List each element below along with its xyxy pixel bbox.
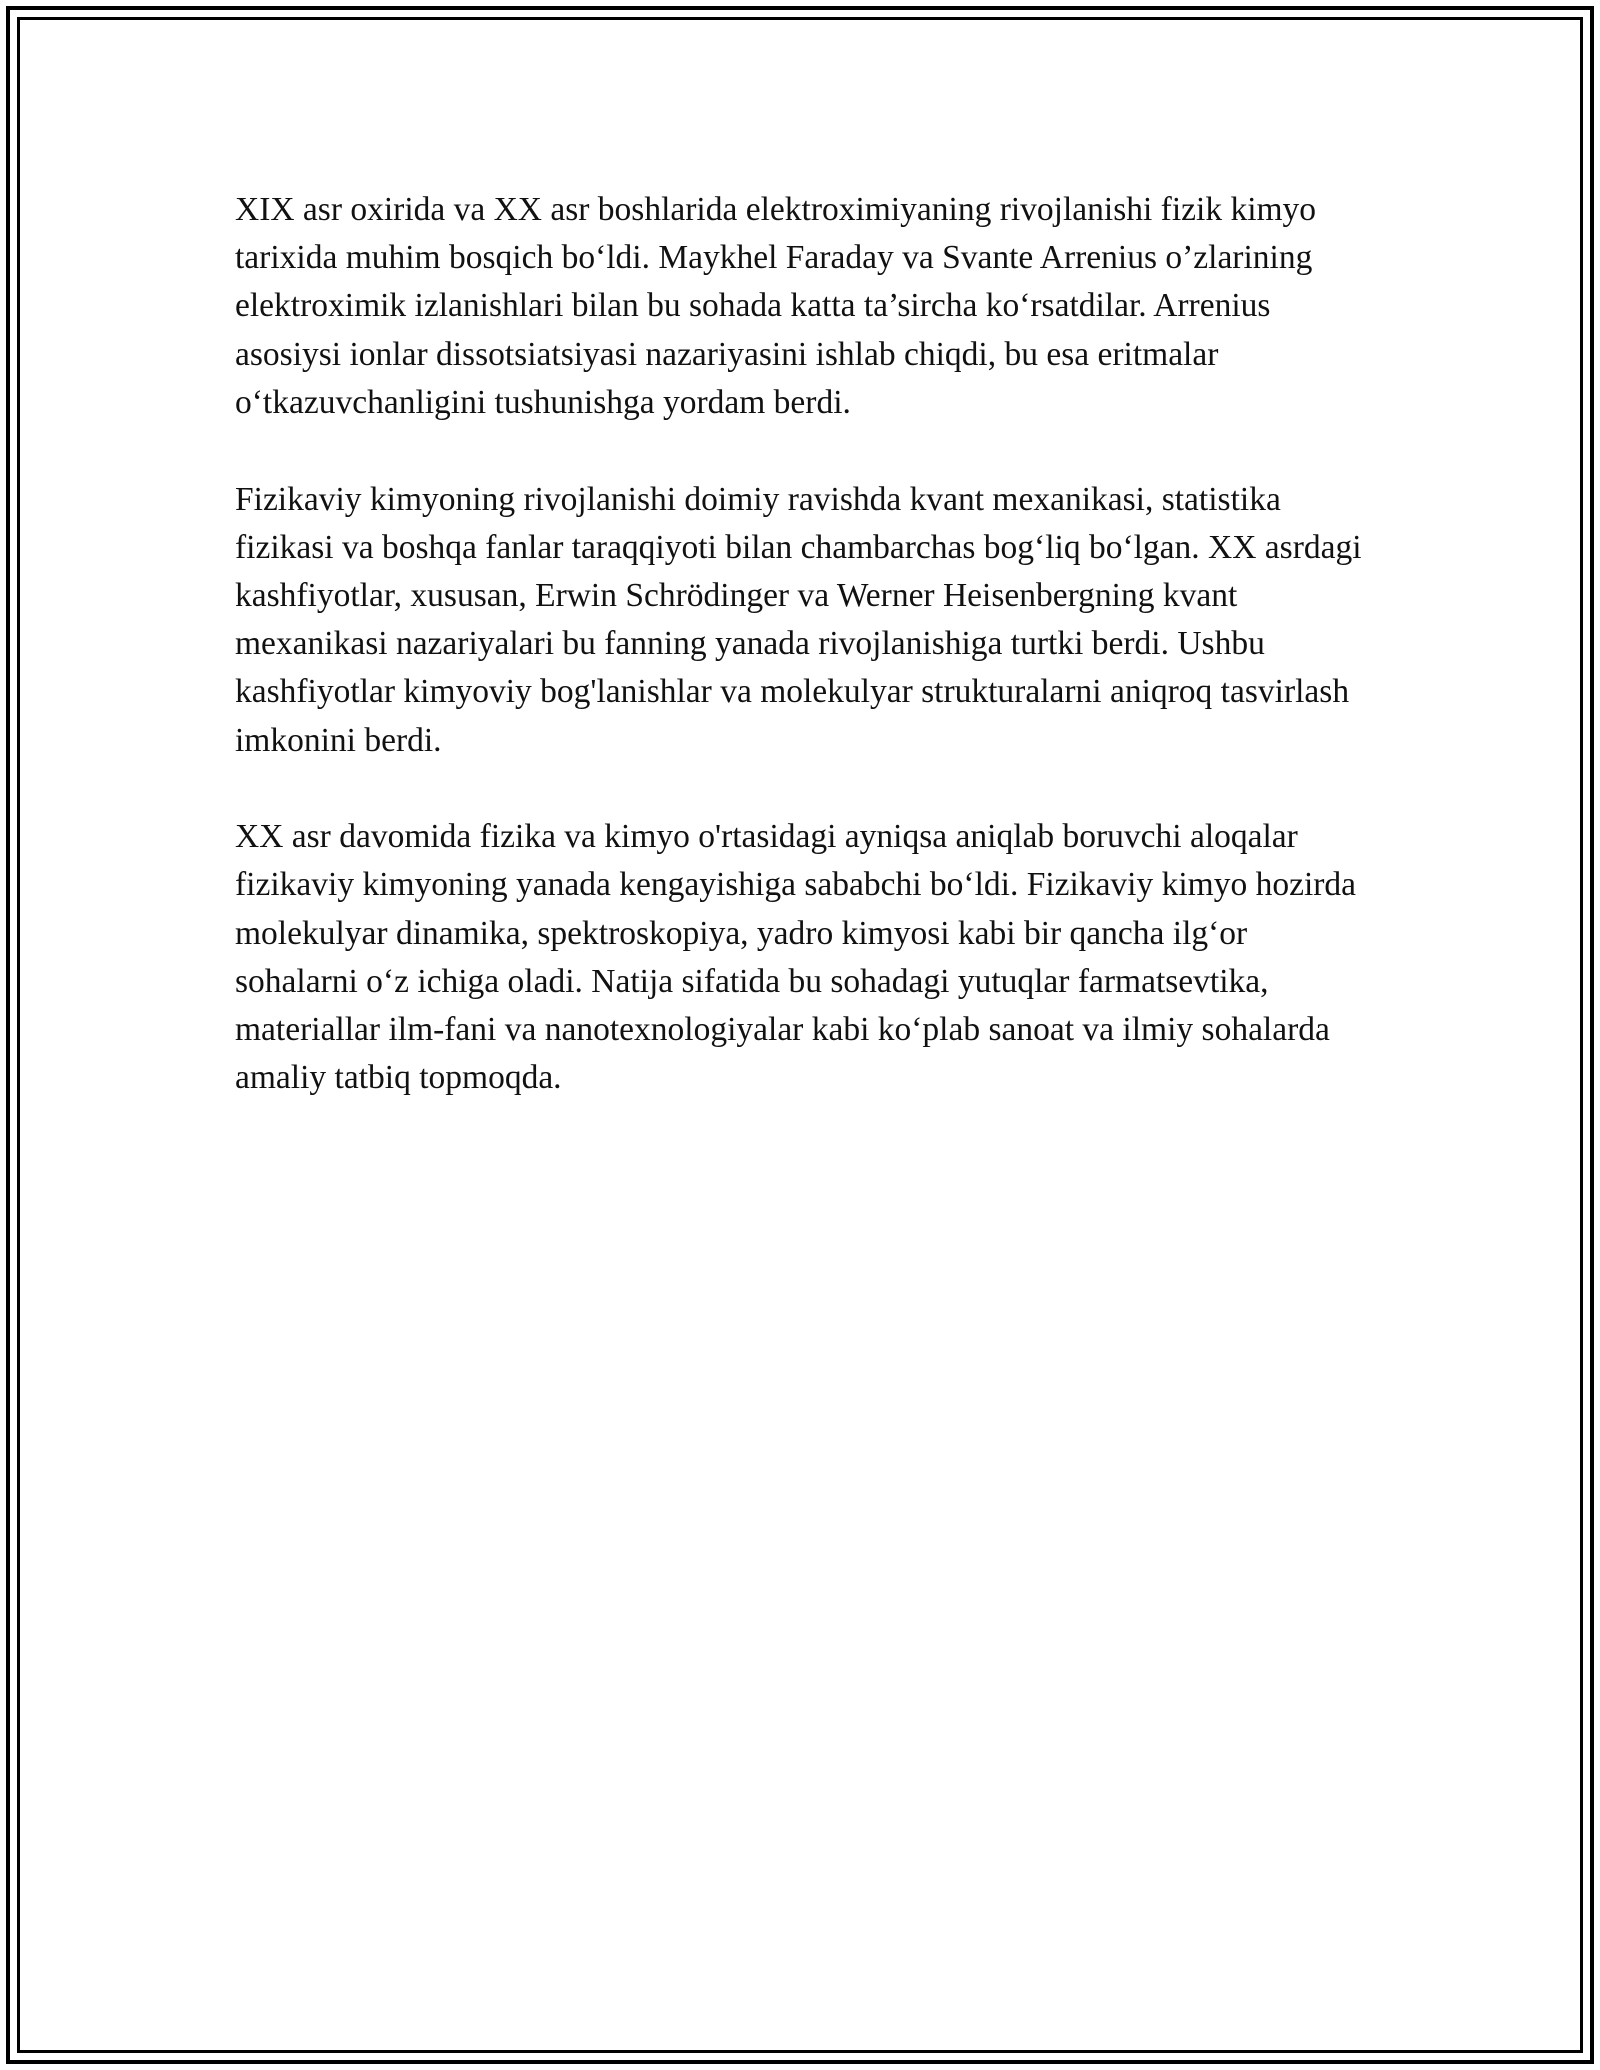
document-body	[235, 186, 1365, 1102]
paragraph-electrochemistry: XIX asr oxirida va XX asr boshlarida elektroximiyaning rivojlanishi fizik kimyo tarixida muhim bosqich bo‘ldi. Maykhel Faraday va Svante Arrenius o’zlarining elektroximik izlanishlari bilan bu sohada katta ta’sircha ko‘rsatdilar. Arrenius asosiysi ionlar dissotsiatsiyasi nazariyasini ishlab chiqdi, bu esa eritmalar o‘tkazuvchanligini tushunishga yordam berdi.	[235, 191, 1317, 421]
paragraph-modern-applications: XX asr davomida fizika va kimyo o'rtasidagi ayniqsa aniqlab boruvchi aloqalar fizikaviy kimyoning yanada kengayishiga sababchi bo‘ldi. Fizikaviy kimyo hozirda molekulyar dinamika, spektroskopiya, yadro kimyosi kabi bir qancha ilg‘or sohalarni o‘z ichiga oladi. Natija sifatida bu sohadagi yutuqlar farmatsevtika, materiallar ilm-fani va nanotexnologiyalar kabi ko‘plab sanoat va ilmiy sohalarda amaliy tatbiq topmoqda.	[235, 818, 1357, 1097]
paragraph-quantum-mechanics: Fizikaviy kimyoning rivojlanishi doimiy ravishda kvant mexanikasi, statistika fizikasi va boshqa fanlar taraqqiyoti bilan chambarchas bog‘liq bo‘lgan. XX asrdagi kashfiyotlar, xususan, Erwin Schrödinger va Werner Heisenbergning kvant mexanikasi nazariyalari bu fanning yanada rivojlanishiga turtki berdi. Ushbu kashfiyotlar kimyoviy bog'lanishlar va molekulyar strukturalarni aniqroq tasvirlash imkonini berdi.	[235, 480, 1362, 759]
